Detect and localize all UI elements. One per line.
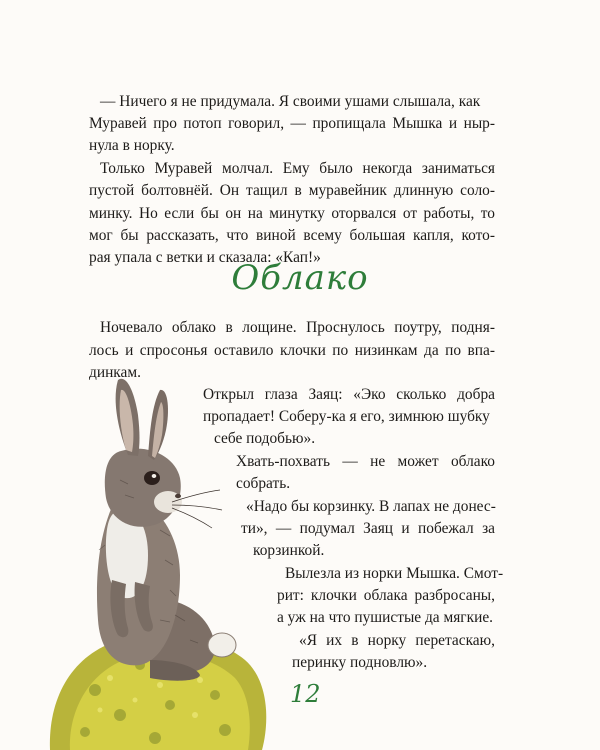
text-line: рая упала с ветки и сказала: «Кап!»	[89, 249, 321, 266]
text-line: Хвать-похвать — не может облако	[236, 453, 495, 470]
text-line: пустой болтовнёй. Он тащил в муравейник длинную соло-	[89, 182, 495, 199]
text-line: ти», — подумал Заяц и побежал за	[241, 520, 495, 537]
page-number: 12	[290, 680, 321, 708]
text-line: Ночевало облако в лощине. Проснулось поутру, подня-	[100, 319, 495, 336]
text-line: — Ничего я не придумала. Я своими ушами слышала, как	[100, 93, 481, 110]
text-line: лось и спросонья оставило клочки по низинкам да по впа-	[89, 342, 495, 359]
text-line: динкам.	[89, 364, 141, 381]
text-line: Муравей про потоп говорил, — пропищала Мышка и ныр-	[89, 115, 495, 132]
text-line: корзинкой.	[253, 542, 325, 559]
text-line: Только Муравей молчал. Ему было некогда заниматься	[100, 160, 495, 177]
hare-illustration	[0, 360, 300, 750]
text-line: пропадает! Соберу-ка я его, зимнюю шубку	[203, 408, 490, 425]
text-line: перинку подновлю».	[292, 654, 428, 671]
hare	[97, 379, 236, 681]
text-line: Открыл глаза Заяц: «Эко сколько добра	[203, 386, 495, 403]
text-line: нула в норку.	[89, 137, 175, 154]
text-line: «Надо бы корзинку. В лапах не донес-	[246, 498, 496, 515]
text-line: рит: клочки облака разбросаны,	[277, 587, 495, 604]
text-line: «Я их в норку перетаскаю,	[299, 632, 495, 649]
story-title: Облако	[231, 258, 369, 298]
text-line: Вылезла из норки Мышка. Смот-	[285, 565, 504, 582]
text-line: мог бы рассказать, что виной всему большая капля, кото-	[89, 227, 495, 244]
text-line: а уж на что пушистые да мягкие.	[277, 609, 494, 626]
text-line: минку. Но если бы он на минутку оторвался от работы, то	[89, 205, 495, 222]
text-line: собрать.	[236, 475, 291, 492]
text-line: себе подобью».	[214, 430, 316, 447]
